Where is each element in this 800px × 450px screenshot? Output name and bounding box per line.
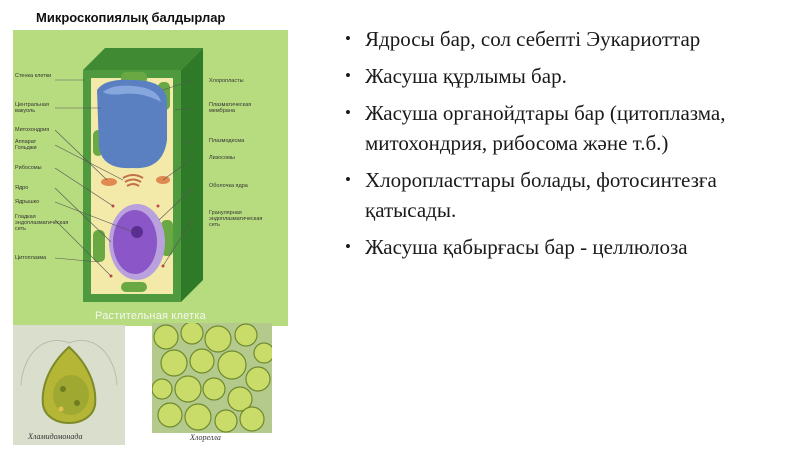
bullet-text: Жасуша қабырғасы бар - целлюлоза: [365, 235, 688, 259]
bullet-item: [343, 24, 793, 54]
chlorella-caption: Хлорелла: [190, 433, 221, 442]
diagram-label: Гранулярная эндоплазматическая сеть: [209, 210, 263, 228]
diagram-label: Оболочка ядра: [209, 183, 248, 189]
bullet-icon: •: [345, 103, 351, 122]
diagram-label: Гладкая эндоплазматическая сеть: [15, 214, 69, 232]
bullet-item: [343, 61, 793, 91]
chlorella-photo: [152, 323, 272, 433]
bullet-item: [343, 232, 793, 262]
diagram-label: Митохондрия: [15, 127, 50, 133]
chlamydomonas-photo: [13, 325, 125, 445]
bullet-item: [343, 165, 793, 225]
slide-title: Микроскопиялық балдырлар: [36, 10, 226, 25]
bullet-text: Жасуша органойдтары бар (цитоплазма, митохондрия, рибосома және т.б.): [365, 101, 726, 155]
diagram-label: Стенка клетки: [15, 73, 52, 79]
bullet-text: Ядросы бар, сол себепті Эукариоттар: [365, 27, 701, 51]
diagram-label: Цитоплазма: [15, 255, 47, 261]
diagram-caption: Растительная клетка: [95, 310, 206, 322]
diagram-label: Плазмодесма: [209, 138, 245, 144]
chlamydomonas-caption: Хламидомонада: [28, 432, 83, 441]
bullet-icon: •: [345, 29, 351, 48]
bullet-text: Хлоропласттары болады, фотосинтезға қатысады.: [365, 168, 717, 222]
bullet-text: Жасуша құрлымы бар.: [365, 64, 567, 88]
bullet-item: [343, 98, 793, 158]
bullet-icon: •: [345, 66, 351, 85]
diagram-label: Хлоропласты: [209, 78, 244, 84]
nucleus: [113, 210, 157, 274]
plant-cell-diagram: [13, 30, 288, 326]
diagram-label: Аппарат Гольджи: [15, 139, 37, 151]
diagram-label: Лизосомы: [209, 155, 235, 161]
bullet-list: [343, 24, 793, 269]
diagram-label: Плазматическая мембрана: [209, 102, 252, 114]
bullet-icon: •: [345, 237, 351, 256]
diagram-label: Рибосомы: [15, 165, 42, 171]
diagram-label: Ядрышко: [15, 199, 40, 205]
diagram-label: Ядро: [15, 185, 29, 191]
diagram-label: Центральная вакуоль: [15, 102, 49, 114]
bullet-icon: •: [345, 170, 351, 189]
